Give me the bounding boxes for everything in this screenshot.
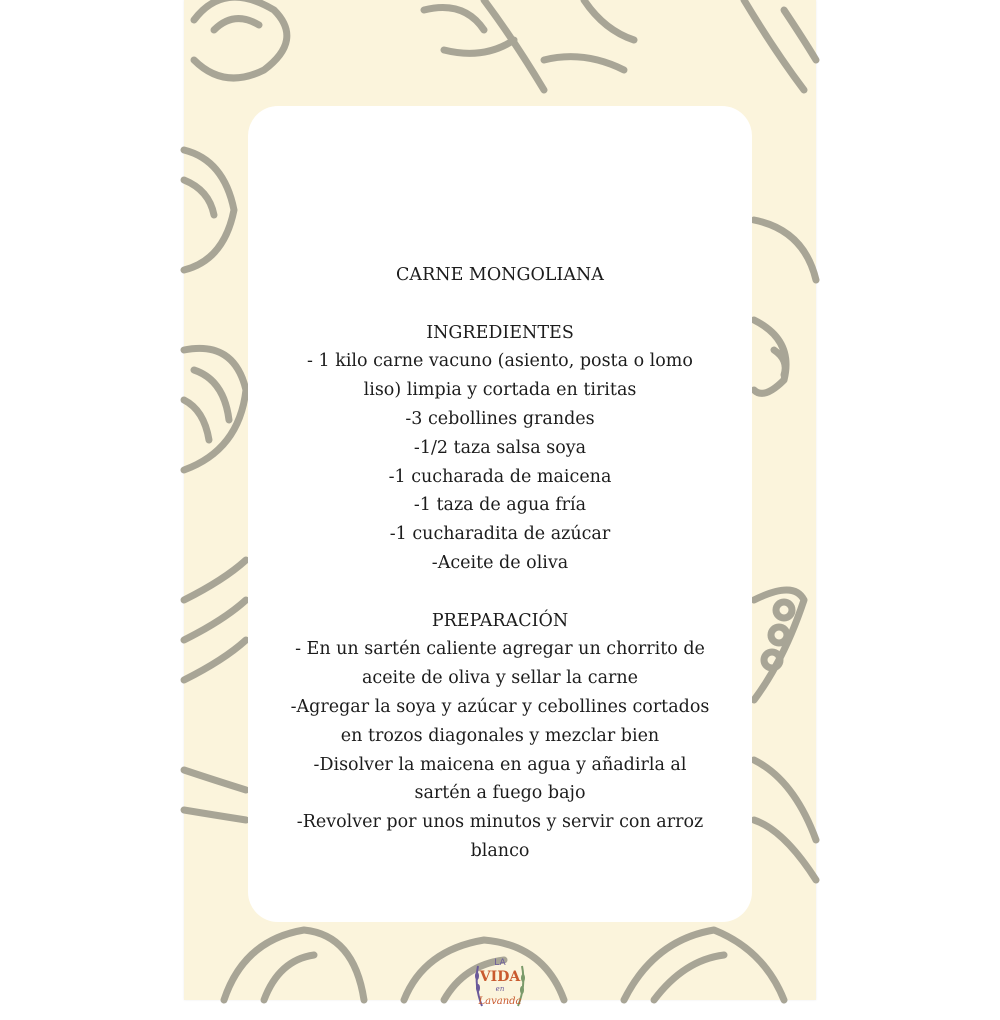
logo-text-en: en bbox=[495, 985, 505, 993]
ingredients-heading: INGREDIENTES bbox=[426, 322, 574, 343]
onion-illustration bbox=[184, 150, 234, 270]
ingredient-item: -1 cucharadita de azúcar bbox=[389, 524, 611, 545]
ingredient-item: - 1 kilo carne vacuno (asiento, posta o lomo liso) limpia y cortada en tiritas bbox=[307, 351, 693, 401]
preparation-step: -Disolver la maicena en agua y añadirla al sartén a fuego bajo bbox=[313, 754, 687, 804]
ingredient-item: -3 cebollines grandes bbox=[405, 408, 595, 429]
garlic-bulb-illustration bbox=[184, 348, 246, 470]
eggplant-illustration bbox=[744, 0, 816, 90]
lavender-bud bbox=[475, 972, 479, 980]
recipe-text bbox=[248, 261, 752, 866]
garlic-illustration bbox=[194, 0, 287, 78]
ingredient-item: -1 cucharada de maicena bbox=[388, 466, 612, 487]
recipe-title: CARNE MONGOLIANA bbox=[396, 265, 604, 285]
leaf-shape bbox=[520, 986, 524, 994]
logo-text-la: LA bbox=[494, 958, 506, 968]
lavender-bud bbox=[476, 984, 480, 992]
ingredient-item: -Aceite de oliva bbox=[431, 552, 569, 573]
carrot-illustration bbox=[184, 560, 246, 820]
preparation-step: -Agregar la soya y azúcar y cebollines cortados en trozos diagonales y mezclar bien bbox=[290, 696, 710, 746]
preparation-heading: PREPARACIÓN bbox=[431, 610, 569, 631]
spacer bbox=[248, 290, 752, 319]
tomato-illustration bbox=[754, 220, 816, 393]
spacer bbox=[248, 578, 752, 607]
recipe-card-poster bbox=[184, 0, 816, 1007]
pea-pod-illustration bbox=[754, 590, 816, 880]
logo-text-lavanda: Lavanda bbox=[478, 996, 522, 1007]
ingredient-item: -1 taza de agua fría bbox=[413, 495, 587, 516]
preparation-step: -Revolver por unos minutos y servir con arroz blanco bbox=[296, 812, 704, 861]
logo-text-vida: VIDA bbox=[479, 969, 521, 985]
leaf-shape bbox=[521, 974, 525, 982]
ingredient-item: -1/2 taza salsa soya bbox=[413, 437, 587, 458]
recipe-card bbox=[248, 106, 752, 1007]
preparation-step: - En un sartén caliente agregar un chorrito de aceite de oliva y sellar la carne bbox=[295, 639, 705, 689]
leaf-illustration bbox=[424, 0, 634, 90]
la-vida-en-lavanda-logo bbox=[472, 952, 528, 1020]
